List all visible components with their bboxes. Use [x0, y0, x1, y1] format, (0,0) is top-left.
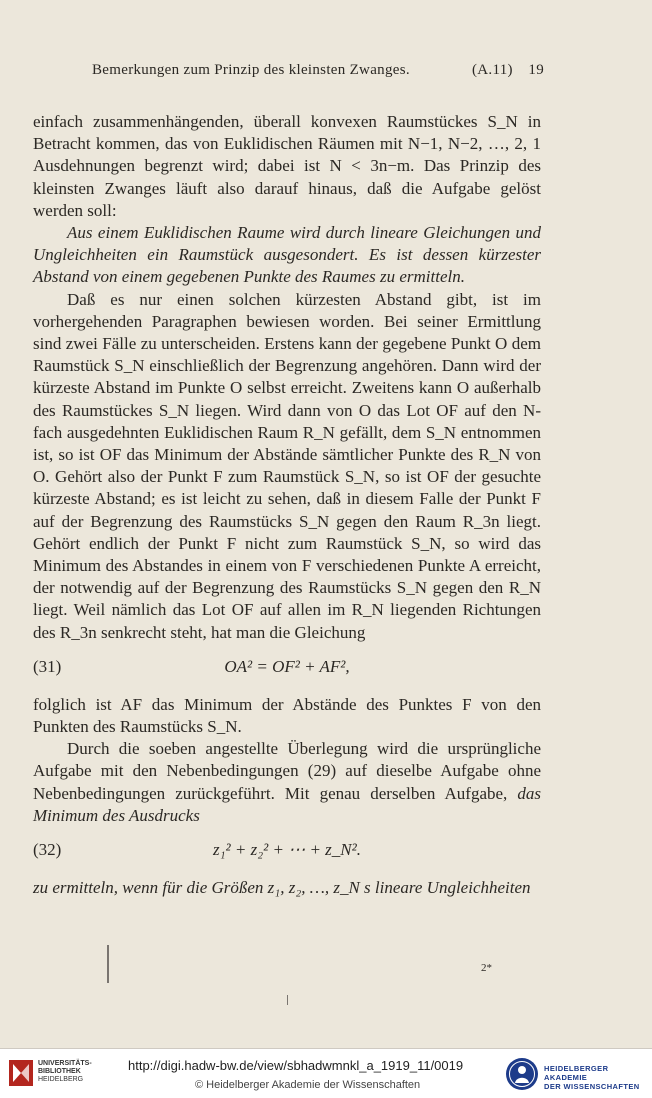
scan-mark [287, 995, 288, 1005]
equation-number: (31) [33, 656, 62, 676]
running-header [92, 62, 544, 84]
viewer-footer [0, 1048, 652, 1098]
paragraph: einfach zusammenhängenden, überall konvexen Raumstückes S_N in Betracht kommen, das von Euklidischen Räumen mit N−1, N−2, …, 2, 1 Ausdehnungen begrenzt wird; dabei ist N < 3n−m. Das Prinzip des kleinsten Zwanges läuft also darauf hinaus, daß die Aufgabe gelöst werden soll: [33, 112, 541, 220]
paragraph: Daß es nur einen solchen kürzesten Abstand gibt, ist im vorhergehenden Paragraphen bewiesen worden. Bei seiner Ermittlung sind zwei Fälle zu unterscheiden. Erstens kann der gegebene Punkt O dem Raumstück S_N einschließlich der Begrenzung angehören. Dann wird der kürzeste Abstand im Punkte O selbst erreicht. Zweitens kann O außerhalb des Raumstückes S_N liegen. Wird dann von O das Lot OF auf den N-fach ausgedehnten Euklidischen Raum R_N gefällt, dem S_N entnommen ist, so ist OF das Minimum der Abstände sämtlicher Punkte des R_N von O. Gehört also der Punkt F zum Raumstück S_N, so ist OF der gesuchte kürzeste Abstand; es ist leicht zu sehen, daß in diesem Falle der Punkt F auf der Begrenzung des Raumstücks S_N gegen den Raum R_3n liegt. Gehört endlich der Punkt F nicht zum Raumstück S_N, so wird das Minimum des Abstandes in einem von F verschiedenen Punkte A erreicht, der notwendig auf der Begrenzung des Raumstücks S_N gegen den R_N liegt. Weil nämlich das Lot OF auf allen im R_N liegenden Richtungen des R_3n senkrecht steht, hat man die Gleichung [33, 289, 541, 642]
equation-31 [33, 656, 541, 678]
signature-mark: 2* [481, 962, 492, 974]
emphasis: das Minimum des Ausdrucks [33, 783, 541, 825]
academy-seal-icon[interactable] [505, 1057, 539, 1091]
copyright-notice: © Heidelberger Akademie der Wissenschaften [195, 1079, 421, 1091]
library-name-line: HEIDELBERG [38, 1076, 84, 1083]
section-reference: (A.11) [472, 62, 513, 78]
university-library-name [38, 1060, 92, 1084]
academy-name-line: DER WISSENSCHAFTEN [544, 1082, 640, 1091]
paragraph: folglich ist AF das Minimum der Abstände des Punktes F von den Punkten des Raumstücks S_N. [33, 694, 541, 737]
running-title: Bemerkungen zum Prinzip des kleinsten Zwanges. [92, 62, 410, 78]
library-name-line: UNIVERSITÄTS- [38, 1060, 92, 1067]
paragraph-text: Durch die soeben angestellte Überlegung wird die ursprüngliche Aufgabe mit den Nebenbedingungen (29) auf dieselbe Aufgabe ohne Nebenbedingungen zurückgeführt. Mit genau derselben Aufgabe, [33, 739, 541, 803]
paragraph: zu ermitteln, wenn für die Größen z₁, z₂, …, z_N s lineare Ungleichheiten [33, 878, 531, 898]
theorem-statement: Aus einem Euklidischen Raume wird durch lineare Gleichungen und Ungleichheiten ein Raumstück ausgesondert. Es ist dessen kürzester Abstand von einem gegebenen Punkte des Raumes zu ermitteln. [33, 223, 541, 287]
equation-number: (32) [33, 840, 62, 860]
library-name-line: BIBLIOTHEK [38, 1068, 81, 1075]
university-library-logo-icon[interactable] [8, 1059, 34, 1087]
academy-name-line: HEIDELBERGER AKADEMIE [544, 1064, 609, 1082]
scan-mark [107, 945, 109, 983]
paragraph [33, 738, 541, 827]
page-body [33, 111, 541, 899]
page-number: 19 [528, 62, 544, 78]
equation-32 [33, 839, 541, 861]
equation-body: z₁² + z₂² + ⋯ + z_N². [213, 840, 361, 860]
equation-body: OA² = OF² + AF², [224, 656, 350, 676]
permalink[interactable]: http://digi.hadw-bw.de/view/sbhadwmnkl_a_1919_11/0019 [128, 1058, 464, 1073]
academy-name [544, 1064, 652, 1091]
